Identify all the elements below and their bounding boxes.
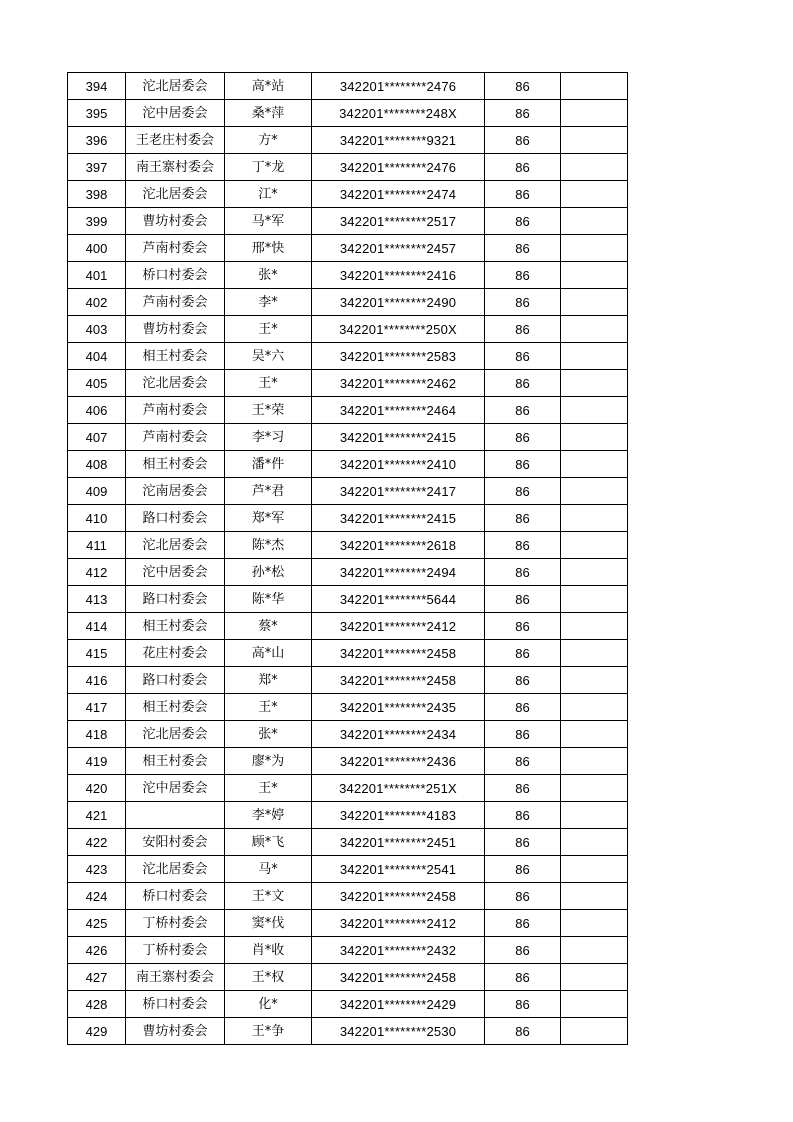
note-cell [561, 154, 628, 181]
person-name-cell: 张* [225, 262, 312, 289]
row-number-cell: 408 [68, 451, 126, 478]
table-row [68, 343, 628, 370]
committee-cell: 芦南村委会 [126, 424, 225, 451]
id-number-cell: 342201********2416 [312, 262, 485, 289]
person-name-cell: 陈*杰 [225, 532, 312, 559]
table-row [68, 586, 628, 613]
score-cell: 86 [485, 856, 561, 883]
row-number-cell: 425 [68, 910, 126, 937]
score-cell: 86 [485, 343, 561, 370]
row-number-cell: 401 [68, 262, 126, 289]
id-number-cell: 342201********2474 [312, 181, 485, 208]
committee-cell: 沱中居委会 [126, 559, 225, 586]
id-number-cell: 342201********2517 [312, 208, 485, 235]
score-cell: 86 [485, 316, 561, 343]
note-cell [561, 262, 628, 289]
row-number-cell: 417 [68, 694, 126, 721]
score-cell: 86 [485, 397, 561, 424]
table-row [68, 235, 628, 262]
person-name-cell: 陈*华 [225, 586, 312, 613]
note-cell [561, 1018, 628, 1045]
score-cell: 86 [485, 748, 561, 775]
table-row [68, 262, 628, 289]
score-cell: 86 [485, 451, 561, 478]
note-cell [561, 829, 628, 856]
table-row [68, 316, 628, 343]
note-cell [561, 505, 628, 532]
table-row [68, 937, 628, 964]
id-number-cell: 342201********2464 [312, 397, 485, 424]
person-name-cell: 丁*龙 [225, 154, 312, 181]
id-number-cell: 342201********2458 [312, 640, 485, 667]
person-name-cell: 李*婷 [225, 802, 312, 829]
id-number-cell: 342201********2618 [312, 532, 485, 559]
person-name-cell: 张* [225, 721, 312, 748]
roster-table [67, 72, 628, 1045]
id-number-cell: 342201********2417 [312, 478, 485, 505]
table-row [68, 208, 628, 235]
row-number-cell: 424 [68, 883, 126, 910]
id-number-cell: 342201********2541 [312, 856, 485, 883]
id-number-cell: 342201********4183 [312, 802, 485, 829]
id-number-cell: 342201********5644 [312, 586, 485, 613]
row-number-cell: 396 [68, 127, 126, 154]
score-cell: 86 [485, 559, 561, 586]
id-number-cell: 342201********2415 [312, 424, 485, 451]
note-cell [561, 235, 628, 262]
committee-cell: 王老庄村委会 [126, 127, 225, 154]
note-cell [561, 343, 628, 370]
id-number-cell: 342201********2462 [312, 370, 485, 397]
table-row [68, 748, 628, 775]
row-number-cell: 400 [68, 235, 126, 262]
row-number-cell: 404 [68, 343, 126, 370]
score-cell: 86 [485, 532, 561, 559]
person-name-cell: 王* [225, 316, 312, 343]
score-cell: 86 [485, 181, 561, 208]
row-number-cell: 397 [68, 154, 126, 181]
person-name-cell: 高*站 [225, 73, 312, 100]
person-name-cell: 蔡* [225, 613, 312, 640]
table-row [68, 505, 628, 532]
id-number-cell: 342201********250X [312, 316, 485, 343]
row-number-cell: 409 [68, 478, 126, 505]
note-cell [561, 73, 628, 100]
table-row [68, 721, 628, 748]
id-number-cell: 342201********2476 [312, 73, 485, 100]
score-cell: 86 [485, 127, 561, 154]
person-name-cell: 郑*军 [225, 505, 312, 532]
committee-cell: 桥口村委会 [126, 991, 225, 1018]
row-number-cell: 407 [68, 424, 126, 451]
id-number-cell: 342201********2415 [312, 505, 485, 532]
committee-cell: 安阳村委会 [126, 829, 225, 856]
score-cell: 86 [485, 910, 561, 937]
score-cell: 86 [485, 289, 561, 316]
person-name-cell: 王* [225, 694, 312, 721]
score-cell: 86 [485, 586, 561, 613]
score-cell: 86 [485, 154, 561, 181]
person-name-cell: 高*山 [225, 640, 312, 667]
committee-cell: 花庄村委会 [126, 640, 225, 667]
table-row [68, 181, 628, 208]
committee-cell: 曹坊村委会 [126, 316, 225, 343]
person-name-cell: 马* [225, 856, 312, 883]
note-cell [561, 775, 628, 802]
row-number-cell: 426 [68, 937, 126, 964]
score-cell: 86 [485, 667, 561, 694]
committee-cell: 沱北居委会 [126, 73, 225, 100]
score-cell: 86 [485, 424, 561, 451]
id-number-cell: 342201********2476 [312, 154, 485, 181]
committee-cell: 沱中居委会 [126, 100, 225, 127]
table-row [68, 154, 628, 181]
note-cell [561, 694, 628, 721]
id-number-cell: 342201********9321 [312, 127, 485, 154]
note-cell [561, 586, 628, 613]
id-number-cell: 342201********2458 [312, 883, 485, 910]
table-row [68, 802, 628, 829]
id-number-cell: 342201********248X [312, 100, 485, 127]
person-name-cell: 潘*件 [225, 451, 312, 478]
committee-cell: 沱北居委会 [126, 370, 225, 397]
score-cell: 86 [485, 235, 561, 262]
row-number-cell: 429 [68, 1018, 126, 1045]
committee-cell: 路口村委会 [126, 586, 225, 613]
note-cell [561, 424, 628, 451]
id-number-cell: 342201********2410 [312, 451, 485, 478]
note-cell [561, 181, 628, 208]
table-row [68, 127, 628, 154]
committee-cell: 曹坊村委会 [126, 208, 225, 235]
committee-cell: 桥口村委会 [126, 262, 225, 289]
score-cell: 86 [485, 829, 561, 856]
row-number-cell: 413 [68, 586, 126, 613]
table-row [68, 829, 628, 856]
score-cell: 86 [485, 100, 561, 127]
note-cell [561, 748, 628, 775]
score-cell: 86 [485, 775, 561, 802]
person-name-cell: 马*军 [225, 208, 312, 235]
score-cell: 86 [485, 802, 561, 829]
person-name-cell: 王*荣 [225, 397, 312, 424]
committee-cell: 芦南村委会 [126, 235, 225, 262]
person-name-cell: 顾*飞 [225, 829, 312, 856]
id-number-cell: 342201********2494 [312, 559, 485, 586]
committee-cell: 相王村委会 [126, 343, 225, 370]
id-number-cell: 342201********2429 [312, 991, 485, 1018]
row-number-cell: 428 [68, 991, 126, 1018]
person-name-cell: 王*争 [225, 1018, 312, 1045]
committee-cell: 桥口村委会 [126, 883, 225, 910]
note-cell [561, 289, 628, 316]
person-name-cell: 李* [225, 289, 312, 316]
row-number-cell: 411 [68, 532, 126, 559]
id-number-cell: 342201********2432 [312, 937, 485, 964]
row-number-cell: 415 [68, 640, 126, 667]
row-number-cell: 410 [68, 505, 126, 532]
committee-cell: 沱北居委会 [126, 181, 225, 208]
note-cell [561, 316, 628, 343]
person-name-cell: 江* [225, 181, 312, 208]
id-number-cell: 342201********2583 [312, 343, 485, 370]
person-name-cell: 王* [225, 370, 312, 397]
id-number-cell: 342201********2434 [312, 721, 485, 748]
table-row [68, 910, 628, 937]
score-cell: 86 [485, 262, 561, 289]
score-cell: 86 [485, 640, 561, 667]
id-number-cell: 342201********2435 [312, 694, 485, 721]
table-row [68, 424, 628, 451]
committee-cell: 沱南居委会 [126, 478, 225, 505]
score-cell: 86 [485, 505, 561, 532]
score-cell: 86 [485, 721, 561, 748]
score-cell: 86 [485, 478, 561, 505]
table-row [68, 640, 628, 667]
table-row [68, 667, 628, 694]
table-row [68, 775, 628, 802]
note-cell [561, 397, 628, 424]
note-cell [561, 370, 628, 397]
person-name-cell: 郑* [225, 667, 312, 694]
table-row [68, 694, 628, 721]
committee-cell: 丁桥村委会 [126, 937, 225, 964]
note-cell [561, 667, 628, 694]
note-cell [561, 910, 628, 937]
id-number-cell: 342201********251X [312, 775, 485, 802]
note-cell [561, 802, 628, 829]
committee-cell: 芦南村委会 [126, 289, 225, 316]
table-row [68, 883, 628, 910]
committee-cell: 相王村委会 [126, 694, 225, 721]
committee-cell: 沱北居委会 [126, 532, 225, 559]
table-row [68, 856, 628, 883]
row-number-cell: 423 [68, 856, 126, 883]
row-number-cell: 394 [68, 73, 126, 100]
table-row [68, 73, 628, 100]
person-name-cell: 李*习 [225, 424, 312, 451]
id-number-cell: 342201********2458 [312, 667, 485, 694]
committee-cell: 相王村委会 [126, 748, 225, 775]
committee-cell: 沱中居委会 [126, 775, 225, 802]
id-number-cell: 342201********2412 [312, 613, 485, 640]
row-number-cell: 414 [68, 613, 126, 640]
score-cell: 86 [485, 1018, 561, 1045]
committee-cell: 南王寨村委会 [126, 964, 225, 991]
committee-cell: 丁桥村委会 [126, 910, 225, 937]
person-name-cell: 孙*松 [225, 559, 312, 586]
table-row [68, 532, 628, 559]
row-number-cell: 419 [68, 748, 126, 775]
note-cell [561, 478, 628, 505]
committee-cell: 相王村委会 [126, 613, 225, 640]
score-cell: 86 [485, 73, 561, 100]
committee-cell: 路口村委会 [126, 667, 225, 694]
id-number-cell: 342201********2412 [312, 910, 485, 937]
table-row [68, 1018, 628, 1045]
score-cell: 86 [485, 883, 561, 910]
roster-table-body [68, 73, 628, 1045]
row-number-cell: 399 [68, 208, 126, 235]
note-cell [561, 883, 628, 910]
person-name-cell: 芦*君 [225, 478, 312, 505]
note-cell [561, 856, 628, 883]
table-row [68, 100, 628, 127]
person-name-cell: 王* [225, 775, 312, 802]
committee-cell: 路口村委会 [126, 505, 225, 532]
score-cell: 86 [485, 964, 561, 991]
table-row [68, 613, 628, 640]
person-name-cell: 廖*为 [225, 748, 312, 775]
table-row [68, 991, 628, 1018]
table-row [68, 478, 628, 505]
row-number-cell: 422 [68, 829, 126, 856]
note-cell [561, 127, 628, 154]
person-name-cell: 肖*收 [225, 937, 312, 964]
person-name-cell: 化* [225, 991, 312, 1018]
person-name-cell: 邢*快 [225, 235, 312, 262]
note-cell [561, 613, 628, 640]
table-row [68, 451, 628, 478]
note-cell [561, 937, 628, 964]
committee-cell [126, 802, 225, 829]
id-number-cell: 342201********2458 [312, 964, 485, 991]
table-row [68, 397, 628, 424]
note-cell [561, 208, 628, 235]
person-name-cell: 王*文 [225, 883, 312, 910]
person-name-cell: 桑*萍 [225, 100, 312, 127]
row-number-cell: 406 [68, 397, 126, 424]
row-number-cell: 427 [68, 964, 126, 991]
row-number-cell: 416 [68, 667, 126, 694]
id-number-cell: 342201********2490 [312, 289, 485, 316]
table-row [68, 559, 628, 586]
committee-cell: 沱北居委会 [126, 856, 225, 883]
score-cell: 86 [485, 991, 561, 1018]
person-name-cell: 方* [225, 127, 312, 154]
note-cell [561, 559, 628, 586]
note-cell [561, 991, 628, 1018]
committee-cell: 相王村委会 [126, 451, 225, 478]
person-name-cell: 窦*伐 [225, 910, 312, 937]
row-number-cell: 398 [68, 181, 126, 208]
note-cell [561, 721, 628, 748]
note-cell [561, 964, 628, 991]
id-number-cell: 342201********2530 [312, 1018, 485, 1045]
table-row [68, 964, 628, 991]
score-cell: 86 [485, 937, 561, 964]
committee-cell: 沱北居委会 [126, 721, 225, 748]
row-number-cell: 412 [68, 559, 126, 586]
row-number-cell: 418 [68, 721, 126, 748]
committee-cell: 曹坊村委会 [126, 1018, 225, 1045]
row-number-cell: 402 [68, 289, 126, 316]
score-cell: 86 [485, 613, 561, 640]
person-name-cell: 吴*六 [225, 343, 312, 370]
committee-cell: 南王寨村委会 [126, 154, 225, 181]
person-name-cell: 王*权 [225, 964, 312, 991]
id-number-cell: 342201********2451 [312, 829, 485, 856]
score-cell: 86 [485, 208, 561, 235]
row-number-cell: 403 [68, 316, 126, 343]
note-cell [561, 100, 628, 127]
row-number-cell: 405 [68, 370, 126, 397]
note-cell [561, 451, 628, 478]
score-cell: 86 [485, 370, 561, 397]
score-cell: 86 [485, 694, 561, 721]
table-row [68, 370, 628, 397]
row-number-cell: 420 [68, 775, 126, 802]
id-number-cell: 342201********2457 [312, 235, 485, 262]
row-number-cell: 395 [68, 100, 126, 127]
note-cell [561, 640, 628, 667]
table-row [68, 289, 628, 316]
note-cell [561, 532, 628, 559]
row-number-cell: 421 [68, 802, 126, 829]
id-number-cell: 342201********2436 [312, 748, 485, 775]
committee-cell: 芦南村委会 [126, 397, 225, 424]
